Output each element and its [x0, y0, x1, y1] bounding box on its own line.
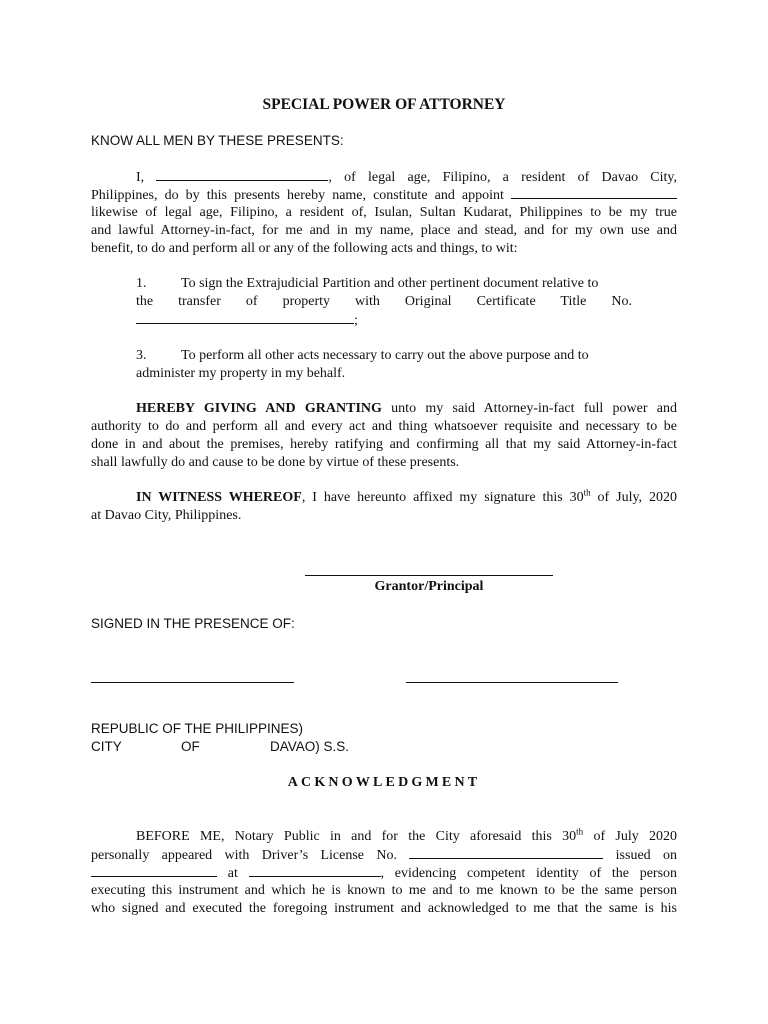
- ack-line-3: [91, 865, 677, 882]
- paragraph-1-line-1: [91, 169, 677, 186]
- paragraph-1-line-2: [91, 187, 677, 204]
- text: of July 2020: [583, 829, 678, 844]
- text: , evidencing competent identity of the person: [380, 866, 678, 881]
- venue-city: CITY: [91, 739, 122, 754]
- paragraph-1-line-5: benefit, to do and perform all or any of the following acts and things, to wit:: [91, 241, 518, 256]
- text: I,: [136, 170, 145, 185]
- item-number: 3.: [136, 348, 147, 363]
- venue-of: OF: [181, 739, 200, 754]
- text: Philippines, do by this presents hereby name, constitute and appoint: [91, 188, 504, 203]
- issue-place-blank: [249, 865, 381, 877]
- text: of July, 2020: [590, 490, 677, 505]
- text: , I have hereunto affixed my signature this 30: [301, 490, 584, 505]
- item-1-line-3: [136, 312, 632, 329]
- ordinal-suffix: th: [583, 487, 591, 498]
- item-3-line-1: [136, 348, 632, 364]
- ack-line-5: who signed and executed the foregoing instrument and acknowledged to me that the same is his: [91, 901, 677, 916]
- item-number: 1.: [136, 276, 147, 291]
- item-1-line-2: the transfer of property with Original Certificate Title No.: [136, 294, 632, 309]
- page-title: SPECIAL POWER OF ATTORNEY: [262, 96, 506, 113]
- paragraph-2-line-3: done in and about the premises, hereby ratifying and confirming all that my said Attorney-in-fact: [91, 437, 677, 452]
- text: ;: [354, 313, 358, 328]
- item-3-line-2: administer my property in my behalf.: [136, 366, 346, 381]
- acknowledgment-heading: ACKNOWLEDGMENT: [287, 775, 481, 790]
- venue-line-1: REPUBLIC OF THE PHILIPPINES): [91, 721, 304, 736]
- grantor-name-blank: [156, 169, 328, 181]
- ack-line-4: executing this instrument and which he is known to me and to me known to be the same person: [91, 883, 677, 898]
- bold-phrase: HEREBY GIVING AND GRANTING: [136, 401, 382, 416]
- text: personally appeared with Driver’s License No.: [91, 848, 397, 863]
- paragraph-3-line-2: at Davao City, Philippines.: [91, 508, 242, 523]
- text: BEFORE ME, Notary Public in and for the City aforesaid this 30: [136, 829, 577, 844]
- text: at: [227, 866, 238, 881]
- paragraph-2-line-4: shall lawfully do and cause to be done by virtue of these presents.: [91, 455, 460, 470]
- paragraph-2-line-2: authority to do and perform all and every act and thing whatsoever requisite and necessary to be: [91, 419, 677, 434]
- paragraph-2-line-1: [91, 401, 677, 417]
- witness-1-signature-line: [91, 682, 294, 683]
- grantor-signature-line: [305, 575, 553, 576]
- bold-phrase: IN WITNESS WHEREOF: [136, 490, 302, 505]
- issue-date-blank: [91, 865, 217, 877]
- venue-davao: DAVAO) S.S.: [270, 739, 350, 754]
- paragraph-1-line-4: and lawful Attorney-in-fact, for me and in my name, place and stead, and for my own use and: [91, 223, 677, 238]
- text: , of legal age, Filipino, a resident of Davao City,: [328, 170, 677, 185]
- ack-line-2: [91, 847, 677, 864]
- license-number-blank: [409, 847, 603, 859]
- text: To sign the Extrajudicial Partition and other pertinent document relative to: [181, 276, 599, 291]
- witness-2-signature-line: [406, 682, 618, 683]
- text: issued on: [615, 848, 678, 863]
- attorney-name-blank: [511, 187, 677, 199]
- grantor-label: Grantor/Principal: [374, 579, 484, 594]
- paragraph-3-line-1: [91, 487, 677, 506]
- text: unto my said Attorney-in-fact full power and: [381, 401, 677, 416]
- item-1-line-1: [136, 276, 632, 292]
- signed-presence-heading: SIGNED IN THE PRESENCE OF:: [91, 616, 295, 631]
- ack-line-1: [91, 826, 678, 845]
- intro-heading: KNOW ALL MEN BY THESE PRESENTS:: [91, 133, 344, 148]
- paragraph-1-line-3: likewise of legal age, Filipino, a resident of, Isulan, Sultan Kudarat, Philippines to be my true: [91, 205, 677, 220]
- certificate-number-blank: [136, 312, 354, 324]
- text: To perform all other acts necessary to carry out the above purpose and to: [181, 348, 589, 363]
- ordinal-suffix: th: [576, 826, 584, 837]
